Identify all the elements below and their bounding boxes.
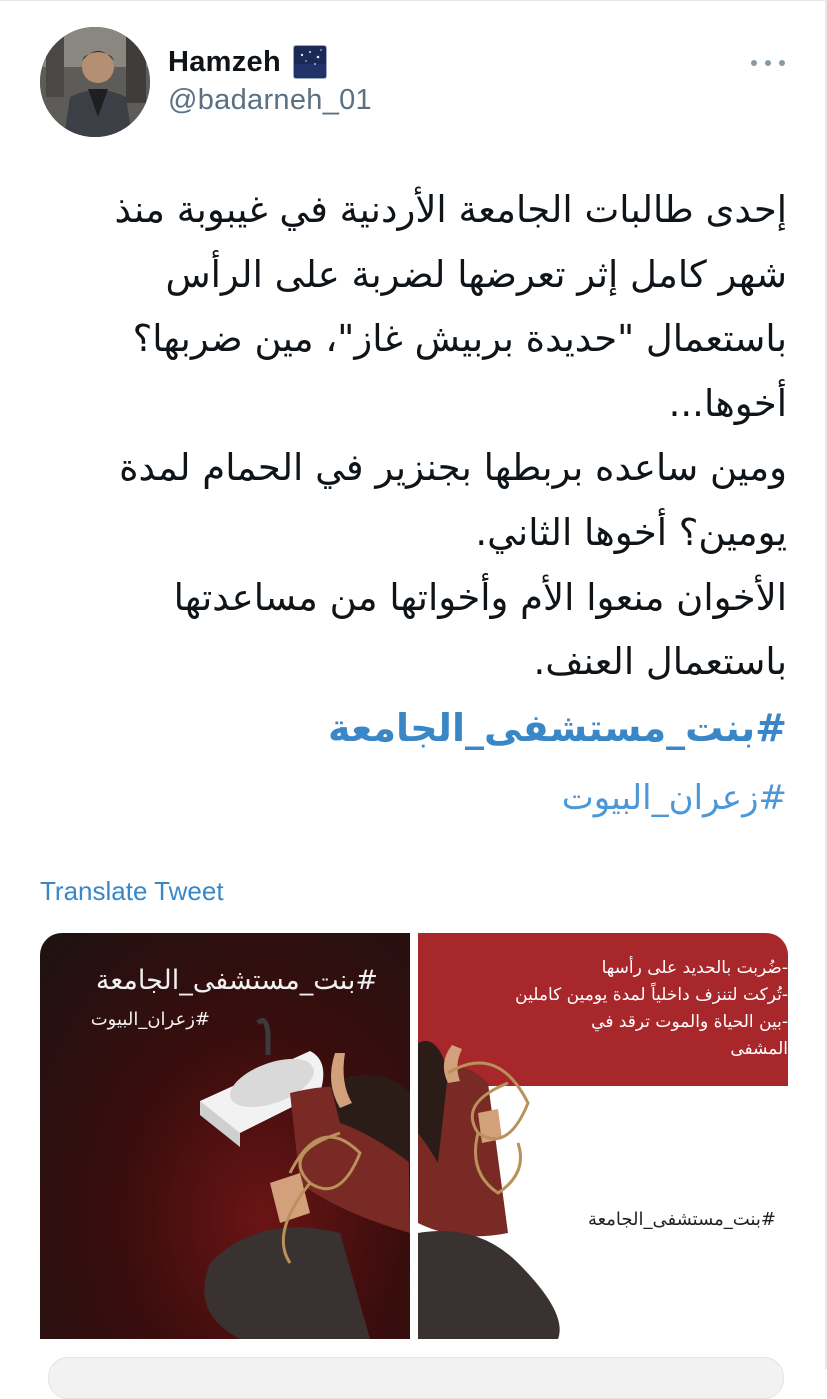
tweet-text-line: باستعمال العنف. (533, 640, 787, 684)
banner-line: -تُركت لتنزف داخلياً لمدة يومين كاملين (515, 985, 788, 1005)
tweet-text-line: شهر كامل إثر تعرضها لضربة على الرأس (165, 252, 787, 296)
media-image-left[interactable] (40, 933, 410, 1339)
avatar[interactable] (40, 27, 150, 137)
banner-line: -ضُربت بالحديد على رأسها (601, 958, 788, 978)
banner-line: المشفى (730, 1039, 788, 1059)
image-hashtag-main: #بنت_مستشفى_الجامعة (95, 965, 378, 996)
banner-line: -بين الحياة والموت ترقد في (591, 1012, 788, 1032)
display-name[interactable]: Hamzeh (168, 45, 281, 78)
illustration-woman (418, 933, 788, 1339)
night-sky-emoji-icon (293, 45, 327, 79)
hashtag-link-primary[interactable]: #بنت_مستشفى_الجامعة (328, 706, 787, 750)
user-name-row (168, 44, 327, 80)
image-hashtag-sub: #زعران_البيوت (90, 1009, 210, 1030)
top-divider (0, 0, 827, 1)
tweet-text (27, 178, 787, 695)
tweet-text-line: باستعمال "حديدة بربيش غاز"، مين ضربها؟ (132, 317, 787, 361)
tweet-text-line: إحدى طالبات الجامعة الأردنية في غيبوبة منذ (114, 188, 787, 231)
translate-tweet-link[interactable]: Translate Tweet (40, 876, 224, 906)
more-options-icon[interactable] (751, 58, 785, 68)
hashtag-link-secondary[interactable]: #زعران_البيوت (561, 778, 787, 818)
tweet-text-line: أخوها... (668, 381, 787, 425)
tweet-text-line: الأخوان منعوا الأم وأخواتها من مساعدتها (173, 575, 787, 619)
bottom-action-bar (48, 1357, 784, 1399)
tweet-text-line: يومين؟ أخوها الثاني. (475, 510, 787, 554)
media-image-right[interactable] (418, 933, 788, 1339)
image-hashtag: #بنت_مستشفى_الجامعة (587, 1209, 776, 1230)
user-handle[interactable]: @badarneh_01 (168, 84, 372, 116)
avatar-photo (40, 27, 150, 137)
tweet-text-line: ومين ساعده بربطها بجنزير في الحمام لمدة (119, 446, 787, 490)
